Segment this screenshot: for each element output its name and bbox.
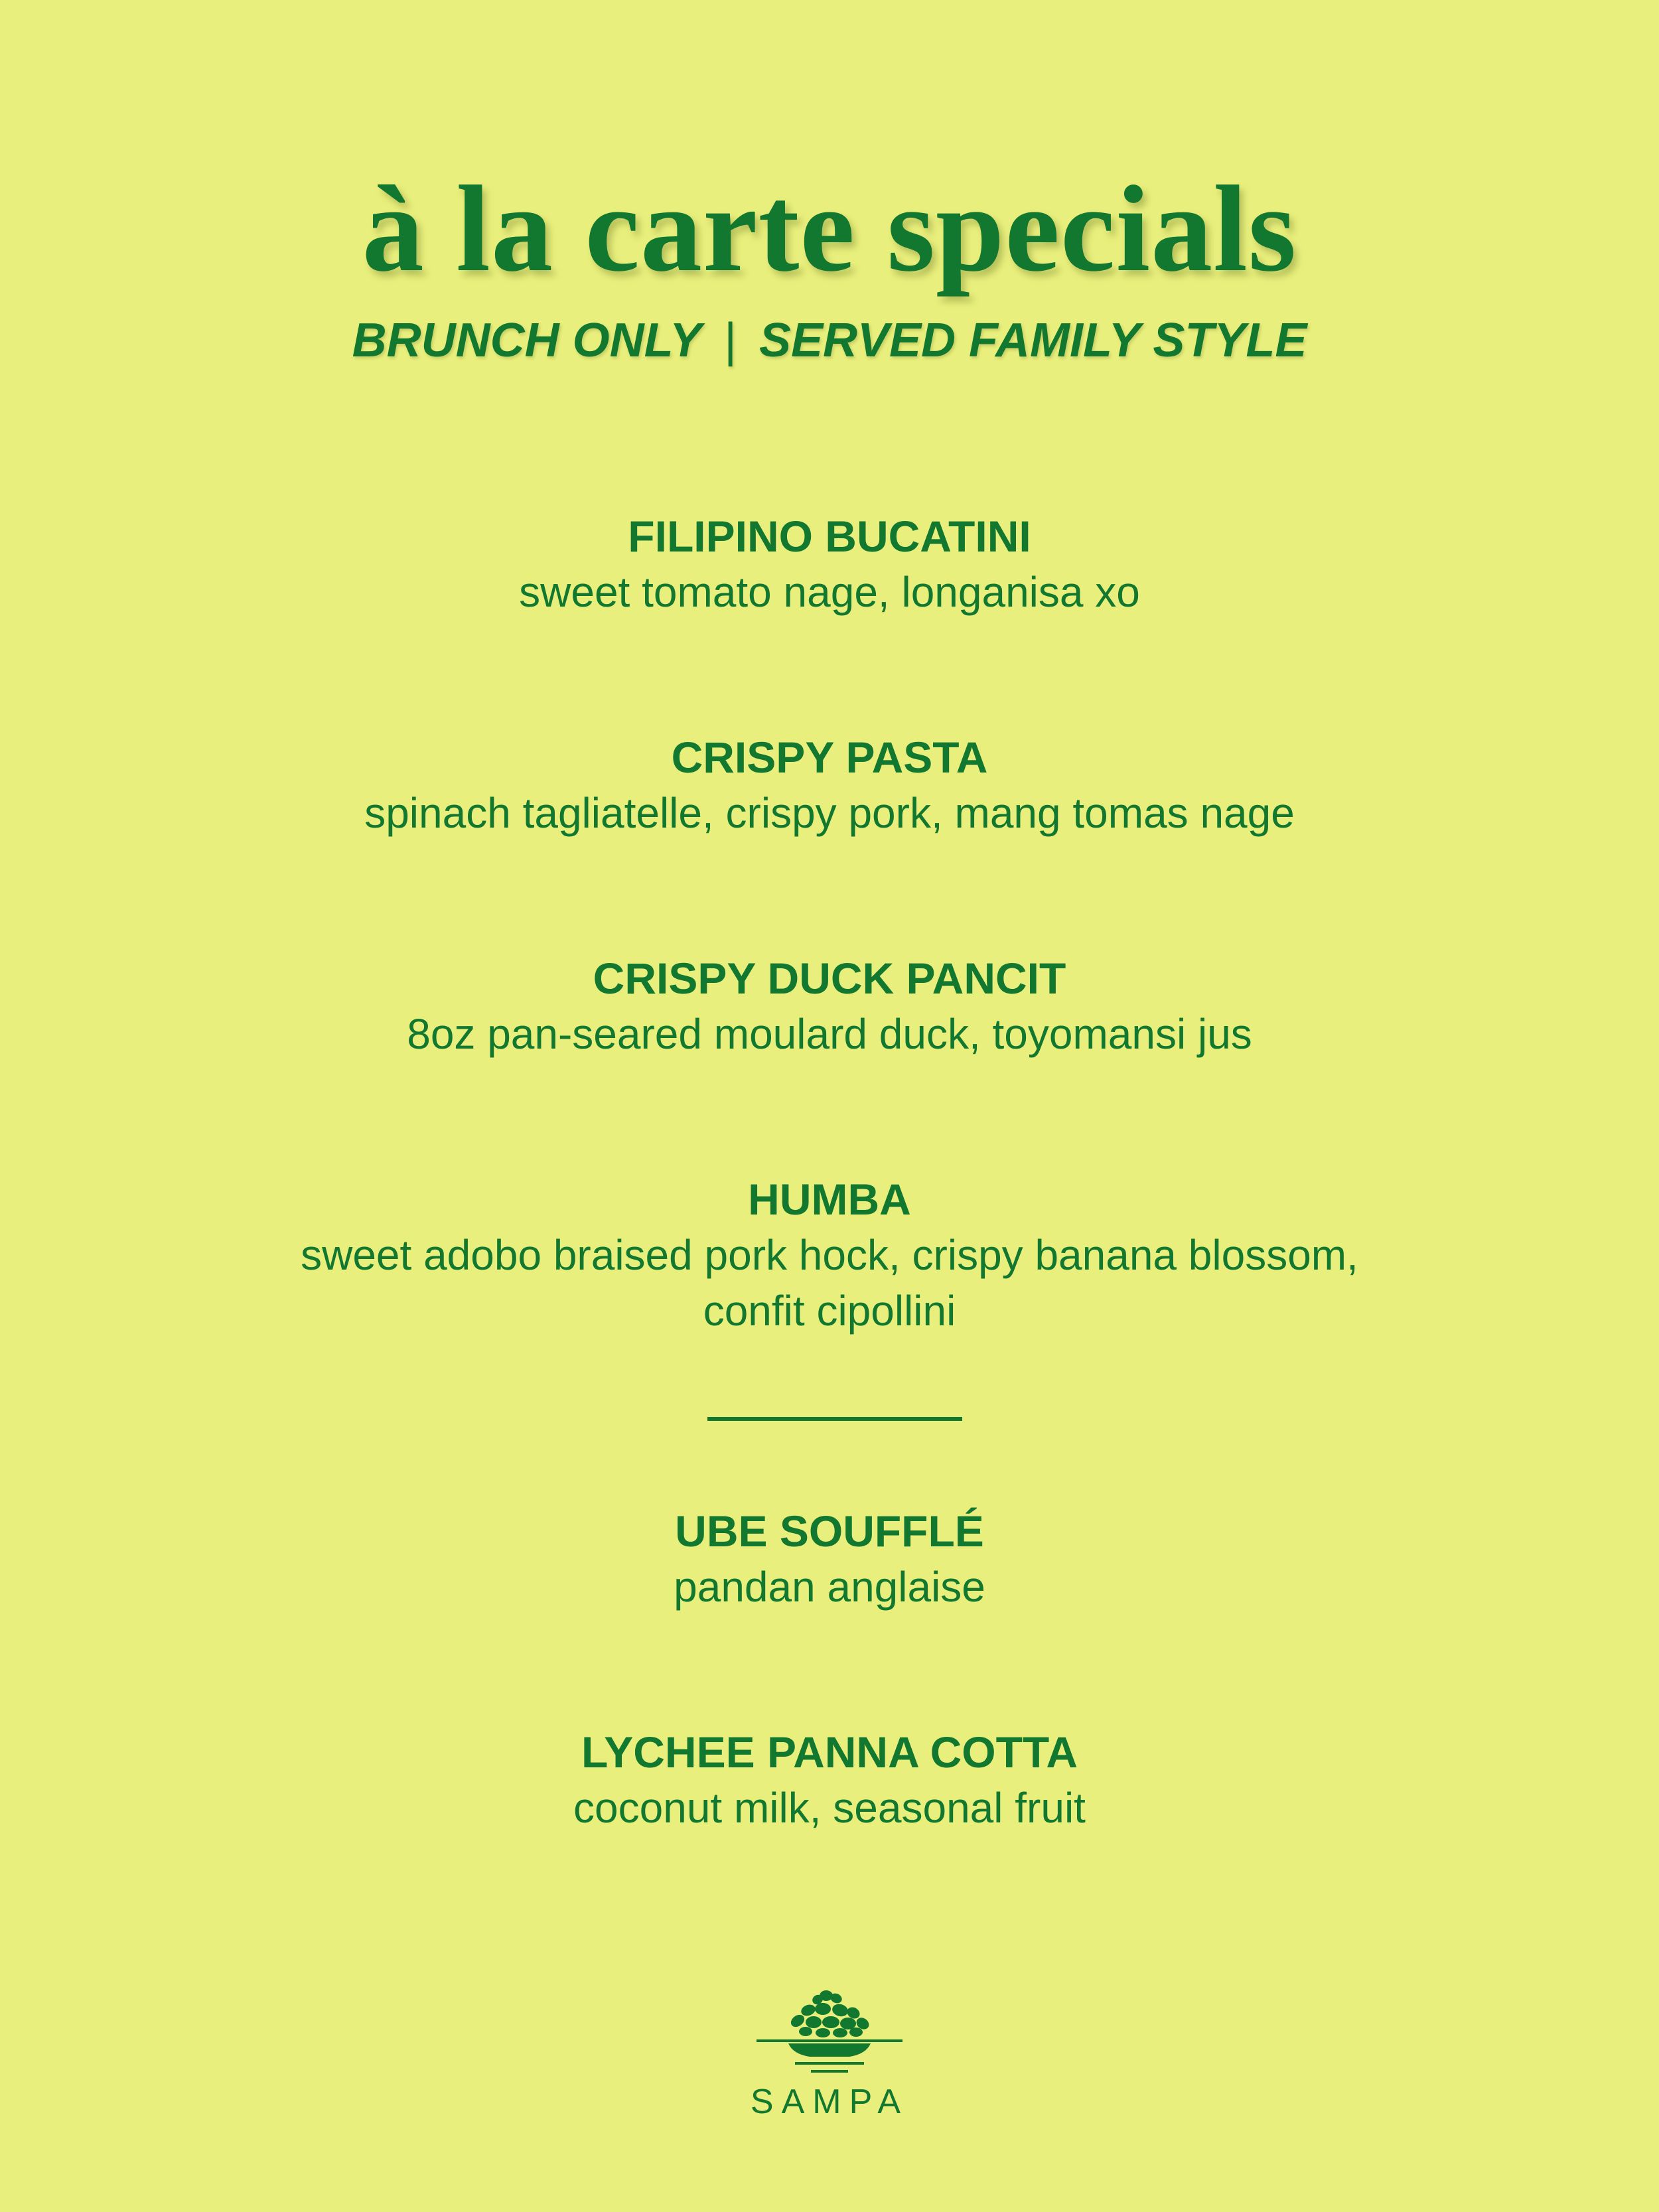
menu-item: [0, 508, 1659, 620]
menu-item-description: [0, 1559, 1659, 1615]
menu-item: [0, 1503, 1659, 1615]
menu-item-description-line: spinach tagliatelle, crispy pork, mang tomas nage: [364, 789, 1295, 837]
subtitle-separator: |: [724, 314, 737, 367]
subtitle-served-family-style: SERVED FAMILY STYLE: [758, 314, 1307, 367]
menu-item-description: [0, 1780, 1659, 1836]
menu-item-description: [0, 1227, 1659, 1339]
menu-item-description: [0, 785, 1659, 841]
menu-item-description: [0, 1006, 1659, 1062]
page-title: à la carte specials: [362, 161, 1297, 297]
page-subtitle: [0, 311, 1659, 370]
menu-item: [0, 1724, 1659, 1836]
menu-item-name: FILIPINO BUCATINI: [628, 512, 1031, 561]
menu-item-description: [0, 564, 1659, 620]
menu-item: [0, 1171, 1659, 1339]
menu-item-name: LYCHEE PANNA COTTA: [581, 1728, 1078, 1777]
subtitle-brunch-only: BRUNCH ONLY: [352, 314, 702, 367]
menu-item-description-line: pandan anglaise: [674, 1563, 985, 1611]
brand-name: SAMPA: [750, 2083, 909, 2121]
menu-item-description-line: sweet tomato nage, longanisa xo: [519, 568, 1140, 616]
menu-item: [0, 729, 1659, 841]
bowl-of-greens-icon: [757, 1988, 902, 2081]
menu-item-name: HUMBA: [748, 1175, 911, 1224]
menu-item-name: CRISPY PASTA: [671, 733, 988, 782]
menu-item-description-line: sweet adobo braised pork hock, crispy banana blossom,: [301, 1231, 1358, 1279]
section-divider: [707, 1417, 962, 1421]
menu-item-description-line: coconut milk, seasonal fruit: [573, 1784, 1086, 1832]
menu-item: [0, 950, 1659, 1062]
menu-item-description-line: 8oz pan-seared moulard duck, toyomansi jus: [407, 1010, 1252, 1058]
menu-item-name: CRISPY DUCK PANCIT: [593, 954, 1066, 1003]
menu-item-name: UBE SOUFFLÉ: [675, 1507, 984, 1556]
menu-item-description-line: confit cipollini: [703, 1287, 956, 1335]
